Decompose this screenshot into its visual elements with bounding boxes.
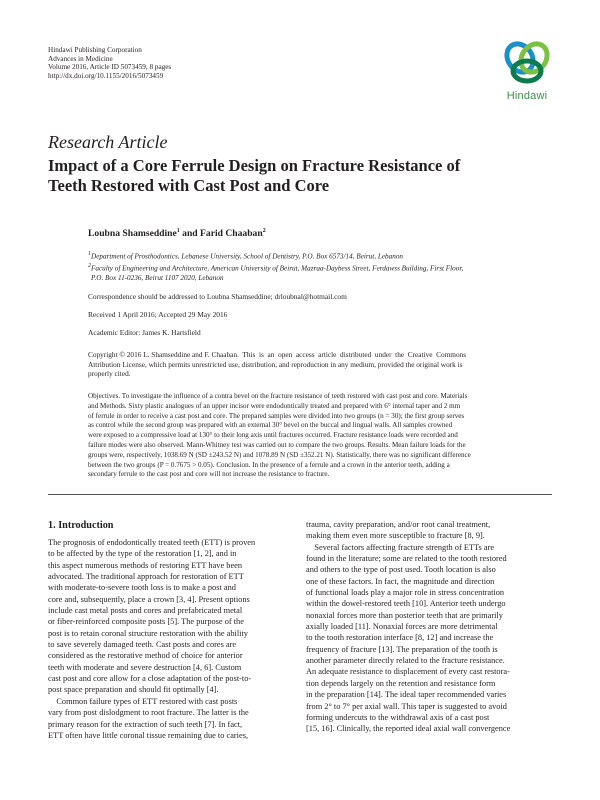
- body-line: this aspect numerous methods of restoring ETT have been: [48, 560, 243, 570]
- article-title: [48, 156, 568, 195]
- abstract: [88, 392, 552, 480]
- hindawi-rings-icon: [499, 40, 555, 90]
- title-line: Teeth Restored with Cast Post and Core: [48, 175, 330, 195]
- abstract-line: groups were, respectively, 1038.69 N (SD ±243.52 N) and 1078.89 N (SD ±352.21 N). Statistically, there was no significant difference: [88, 450, 471, 459]
- section-heading: 1. Introduction: [48, 520, 114, 531]
- abstract-line: as control while the second group was prepared with an external 30° bevel on the buccal and lingual walls. All samples crowned: [88, 421, 453, 430]
- body-line: post space preparation and should fit optimally [4].: [48, 685, 219, 695]
- body-line: in the preparation [14]. The ideal taper recommended varies: [306, 690, 507, 700]
- body-line: forming undercuts to the withdrawal axis of a cast post: [306, 712, 490, 722]
- affiliation-marker: 1: [88, 251, 91, 257]
- body-line: post is to retain coronal structure restoration with the ability: [48, 628, 248, 638]
- volume-info: Volume 2016, Article ID 5073459, 8 pages: [48, 63, 172, 72]
- abstract-line: between the two groups (P = 0.7675 > 0.05). Conclusion. In the presence of a ferrule and a crown in the anterior teeth, adding a: [88, 460, 450, 469]
- body-line: another parameter directly related to the fracture resistance.: [306, 656, 505, 666]
- left-column: [48, 537, 298, 741]
- doi-link[interactable]: http://dx.doi.org/10.1155/2016/5073459: [48, 71, 164, 80]
- author-affiliation-marker: 2: [262, 228, 266, 234]
- abstract-line: of ferrule in order to receive a cast post and core. The prepared samples were divided into two groups (n = 30); the first group serves: [88, 411, 465, 420]
- abstract-line: and Methods. Sixty plastic analogues of an upper incisor were endodontically treated and prepared with 6° internal taper and 2 mm: [88, 401, 461, 410]
- body-line: vary from post dislodgment to root fracture. The latter is the: [48, 708, 249, 718]
- author-name: Farid Chaaban: [200, 228, 263, 240]
- body-line: with moderate-to-severe tooth loss is to make a post and: [48, 583, 236, 593]
- journal-name: Advances in Medicine: [48, 54, 113, 63]
- body-line: The prognosis of endodontically treated teeth (ETT) is proven: [48, 538, 256, 547]
- body-line: ETT often have little coronal tissue remaining due to caries,: [48, 730, 249, 740]
- abstract-line: Objectives. To investigate the influence of a contra bevel on the fracture resistance of teeth restored with cast post and core. Materials: [88, 392, 468, 400]
- body-line: of functional loads play a major role in stress concentration: [306, 588, 505, 598]
- body-line: frequency of fracture [13]. The preparation of the tooth is: [306, 644, 498, 654]
- author-list: [88, 228, 266, 239]
- body-line: to be affected by the type of the restoration [1, 2], and in: [48, 549, 237, 559]
- body-line: cast post and core allow for a close adaptation of the post-to-: [48, 674, 252, 684]
- body-line: within the dowel-restored teeth [10]. Anterior teeth undergo: [306, 599, 506, 609]
- hindawi-logo: [499, 40, 555, 104]
- body-line: An adequate resistance to displacement of every cast restora-: [306, 667, 510, 677]
- affiliation-text: Department of Prosthodontics, Lebanese University, School of Dentistry, P.O. Box 6573/14, Beirut, Lebanon: [91, 252, 404, 261]
- abstract-line: were exposed to a compressive load at 130° to their long axis until fractures occurred. Fracture resistance loads were recorded and: [88, 431, 458, 440]
- copyright-notice: [88, 350, 552, 379]
- right-column: [306, 519, 556, 735]
- hindawi-wordmark: Hindawi: [506, 90, 548, 102]
- body-line: Common failure types of ETT restored with cast posts: [48, 696, 238, 706]
- affiliation-2: [88, 262, 558, 283]
- body-line: Several factors affecting fracture strength of ETTs are: [306, 542, 495, 552]
- author-joiner: and: [179, 228, 201, 240]
- affiliation-marker: 2: [88, 263, 91, 269]
- journal-header: [48, 46, 171, 80]
- body-line: tion depends largely on the retention and resistance form: [306, 678, 496, 688]
- article-type: Research Article: [48, 132, 168, 152]
- body-line: found in the literature; some are related to the tooth restored: [306, 554, 507, 564]
- copyright-line: Copyright © 2016 L. Shamseddine and F. Chaaban. This is an open access article distributed under the Creative Commons: [88, 350, 467, 359]
- title-line: Impact of a Core Ferrule Design on Fracture Resistance of: [48, 156, 461, 175]
- affiliation-1: [88, 250, 558, 262]
- body-line: include cast metal posts and cores and prefabricated metal: [48, 606, 243, 616]
- body-line: to the tooth restoration interface [8, 12] and increase the: [306, 633, 494, 643]
- affiliation-text: Faculty of Engineering and Architecture, American University of Beirut, Mazraa-Daybess Street, Ferdawss Building, First Floor,: [91, 264, 464, 273]
- body-line: core and, subsequently, place a crown [3, 4]. Present options: [48, 594, 250, 604]
- abstract-line: failure modes were also observed. Mann-Whitney test was carried out to compare the two groups. Results. Mean failure loads for the: [88, 440, 466, 449]
- body-line: advocated. The traditional approach for restoration of ETT: [48, 572, 244, 582]
- body-line: making them even more susceptible to fracture [8, 9].: [306, 531, 485, 541]
- body-line: primary reason for the extraction of such teeth [7]. In fact,: [48, 719, 243, 729]
- body-line: one of these factors. In fact, the magnitude and direction: [306, 576, 495, 586]
- copyright-line: Attribution License, which permits unrestricted use, distribution, and reproduction in any medium, provided the original work is: [88, 359, 463, 369]
- copyright-line: properly cited.: [88, 369, 131, 379]
- body-line: considered as the restorative method of choice for anterior: [48, 651, 243, 661]
- author-affiliation-marker: 1: [176, 228, 180, 234]
- body-line: or fiber-reinforced composite posts [5]. The purpose of the: [48, 617, 244, 627]
- section-divider: [48, 494, 552, 495]
- body-line: and others to the type of post used. Tooth location is also: [306, 565, 496, 575]
- received-accepted-dates: Received 1 April 2016; Accepted 29 May 2016: [88, 310, 228, 319]
- body-line: teeth with moderate and severe destruction [4, 6]. Custom: [48, 662, 242, 672]
- correspondence: Correspondence should be addressed to Loubna Shamseddine; drloubnal@hotmail.com: [88, 292, 347, 301]
- abstract-line: secondary ferrule to the cast post and core will not increase the resistance to fracture.: [88, 470, 330, 479]
- body-line: [15, 16]. Clinically, the reported ideal axial wall convergence: [306, 724, 511, 734]
- body-line: to save severely damaged teeth. Cast posts and cores are: [48, 640, 237, 650]
- affiliation-text: P.O. Box 11-0236, Beirut 1107 2020, Lebanon: [91, 273, 224, 282]
- body-line: axially loaded [11]. Nonaxial forces are more detrimental: [306, 622, 498, 632]
- body-line: trauma, cavity preparation, and/or root canal treatment,: [306, 520, 491, 529]
- body-line: nonaxial forces more than posterior teeth that are primarily: [306, 610, 503, 620]
- publisher-name: Hindawi Publishing Corporation: [48, 46, 142, 54]
- body-line: from 2° to 7° per axial wall. This taper is suggested to avoid: [306, 701, 507, 711]
- academic-editor: Academic Editor: James K. Hartsfield: [88, 328, 201, 337]
- author-name: Loubna Shamseddine: [88, 228, 177, 240]
